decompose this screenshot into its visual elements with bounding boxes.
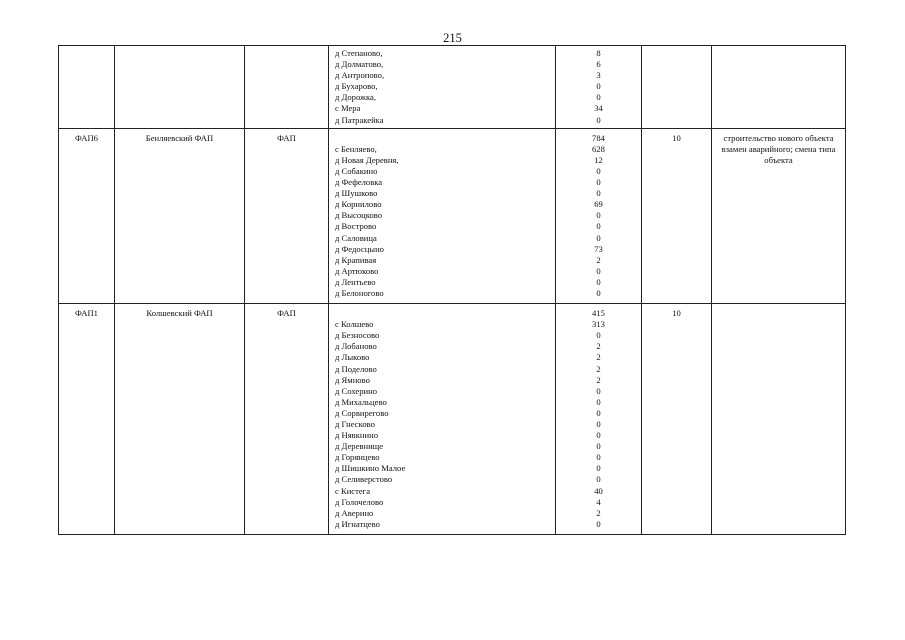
population-value: 0	[596, 474, 601, 485]
table-row	[59, 46, 846, 129]
settlement-name: д Игнатцево	[335, 518, 380, 529]
settlement-name	[335, 133, 555, 144]
population-value: 313	[592, 319, 605, 330]
population-value: 0	[596, 221, 601, 232]
table-row	[59, 304, 846, 535]
facility-type-cell	[245, 46, 329, 129]
population-value: 0	[596, 188, 601, 199]
settlement-name: д Дорожка,	[335, 92, 377, 103]
settlement-table	[58, 45, 846, 535]
population-value: 40	[594, 485, 603, 496]
settlement-name: д Гнесково	[335, 419, 375, 429]
facility-name	[115, 46, 244, 50]
settlement-name: с Колшево	[335, 319, 374, 330]
settlement-name: с Мера	[335, 103, 361, 114]
settlement-name: д Аверино	[335, 507, 374, 518]
settlement-name: д Шушково	[335, 188, 378, 199]
population-value: 6	[596, 59, 601, 70]
settlement-name: д Антропово,	[335, 70, 385, 81]
settlement-name: д Шишкино Малое	[335, 463, 406, 474]
population-value: 0	[596, 430, 601, 441]
facility-code-cell	[59, 128, 115, 303]
settlement-name: д Лентьево	[335, 276, 376, 287]
facility-type-cell	[245, 304, 329, 535]
facility-code: ФАП1	[75, 308, 98, 319]
count-value: 10	[672, 132, 681, 143]
population-value: 784	[592, 132, 605, 143]
note-text: строительство нового объекта взамен аварийного; смена типа объекта	[721, 132, 836, 165]
settlement-name: д Горянцево	[335, 452, 380, 463]
population-value: 0	[596, 92, 601, 103]
population-value: 0	[596, 407, 601, 418]
table-body	[59, 46, 846, 535]
population-value: 2	[596, 507, 601, 518]
population-value: 0	[596, 441, 601, 452]
population-value: 0	[596, 385, 601, 396]
count-value	[642, 46, 711, 50]
count-value-cell	[642, 304, 712, 535]
facility-name-cell	[115, 128, 245, 303]
settlement-name: д Сохерино	[335, 385, 378, 396]
settlement-name: д Вострово	[335, 221, 377, 232]
facility-name-cell	[115, 46, 245, 129]
population-value: 0	[596, 463, 601, 474]
facility-code	[59, 46, 114, 50]
population-value: 73	[594, 243, 603, 254]
settlements-cell	[329, 128, 556, 303]
page-number: 215	[443, 31, 462, 45]
settlements-cell	[329, 304, 556, 535]
settlement-name: д Селиверстово	[335, 474, 393, 485]
note-text	[712, 46, 845, 50]
population-value: 0	[596, 81, 601, 92]
note-cell	[712, 46, 846, 129]
settlement-name: д Собакино	[335, 165, 378, 176]
population-value: 0	[596, 165, 601, 176]
settlement-name: д Бухарово,	[335, 81, 378, 92]
population-value: 2	[596, 363, 601, 374]
note-cell	[712, 128, 846, 303]
settlement-name	[335, 308, 555, 319]
population-value: 0	[596, 114, 601, 125]
settlement-name: д Лобаново	[335, 341, 377, 352]
facility-name: Бенляевский ФАП	[145, 132, 214, 143]
settlement-name: д Патракейка	[335, 114, 384, 125]
facility-type: ФАП	[277, 132, 296, 143]
population-value: 0	[596, 210, 601, 221]
settlement-name: д Михальцево	[335, 396, 387, 407]
population-value: 628	[592, 143, 605, 154]
population-value: 2	[596, 341, 601, 352]
settlement-name: д Лыково	[335, 352, 370, 363]
population-value: 0	[596, 232, 601, 243]
settlement-name: д Долматово,	[335, 59, 384, 70]
population-cell	[556, 46, 642, 129]
population-value: 0	[596, 419, 601, 429]
settlement-name: д Поделово	[335, 363, 377, 374]
settlement-name: д Федосцыно	[335, 243, 384, 254]
population-cell	[556, 304, 642, 535]
settlement-name: д Белоногово	[335, 287, 384, 298]
facility-code-cell	[59, 46, 115, 129]
population-value: 0	[596, 330, 601, 341]
settlement-name: д Крапивая	[335, 254, 377, 265]
population-value: 0	[596, 265, 601, 276]
table-row	[59, 128, 846, 303]
settlement-name: д Корнилово	[335, 199, 382, 210]
settlement-name: д Безносово	[335, 330, 380, 341]
population-value: 2	[596, 254, 601, 265]
settlement-name: д Голочелово	[335, 496, 384, 507]
population-value: 0	[596, 177, 601, 188]
facility-type	[245, 46, 328, 50]
population-value: 0	[596, 276, 601, 287]
note-text	[712, 304, 845, 308]
settlement-name: д Саловица	[335, 232, 377, 243]
settlement-name: д Новая Деревня,	[335, 154, 399, 165]
facility-type-cell	[245, 128, 329, 303]
settlement-name: д Деревнище	[335, 441, 384, 452]
count-value-cell	[642, 46, 712, 129]
facility-name-cell	[115, 304, 245, 535]
facility-type: ФАП	[277, 308, 296, 319]
settlement-name: д Сорвирегово	[335, 407, 389, 418]
settlement-name: с Кистега	[335, 485, 371, 496]
population-value: 12	[594, 154, 603, 165]
note-cell	[712, 304, 846, 535]
population-value: 2	[596, 352, 601, 363]
population-value: 2	[596, 374, 601, 385]
facility-name: Колшевский ФАП	[146, 308, 213, 319]
settlements-cell	[329, 46, 556, 129]
population-value: 4	[596, 496, 601, 507]
settlement-name: д Степаново,	[335, 48, 383, 58]
population-value: 0	[596, 287, 601, 298]
count-value-cell	[642, 128, 712, 303]
population-value: 8	[596, 48, 601, 58]
population-value: 0	[596, 518, 601, 529]
population-value: 3	[596, 70, 601, 81]
settlement-name: д Ямново	[335, 374, 370, 385]
population-value: 34	[594, 103, 603, 114]
settlement-name: д Нявкнино	[335, 430, 379, 441]
facility-code: ФАП6	[75, 132, 98, 143]
population-cell	[556, 128, 642, 303]
settlement-name: с Бенляево,	[335, 143, 377, 154]
settlement-name: д Артюково	[335, 265, 379, 276]
population-value: 415	[592, 308, 605, 319]
population-value: 0	[596, 452, 601, 463]
population-value: 0	[596, 396, 601, 407]
settlement-name: д Фефеловка	[335, 177, 383, 188]
settlement-name: д Высоцково	[335, 210, 383, 221]
count-value: 10	[672, 308, 681, 319]
facility-code-cell	[59, 304, 115, 535]
population-value: 69	[594, 199, 603, 210]
